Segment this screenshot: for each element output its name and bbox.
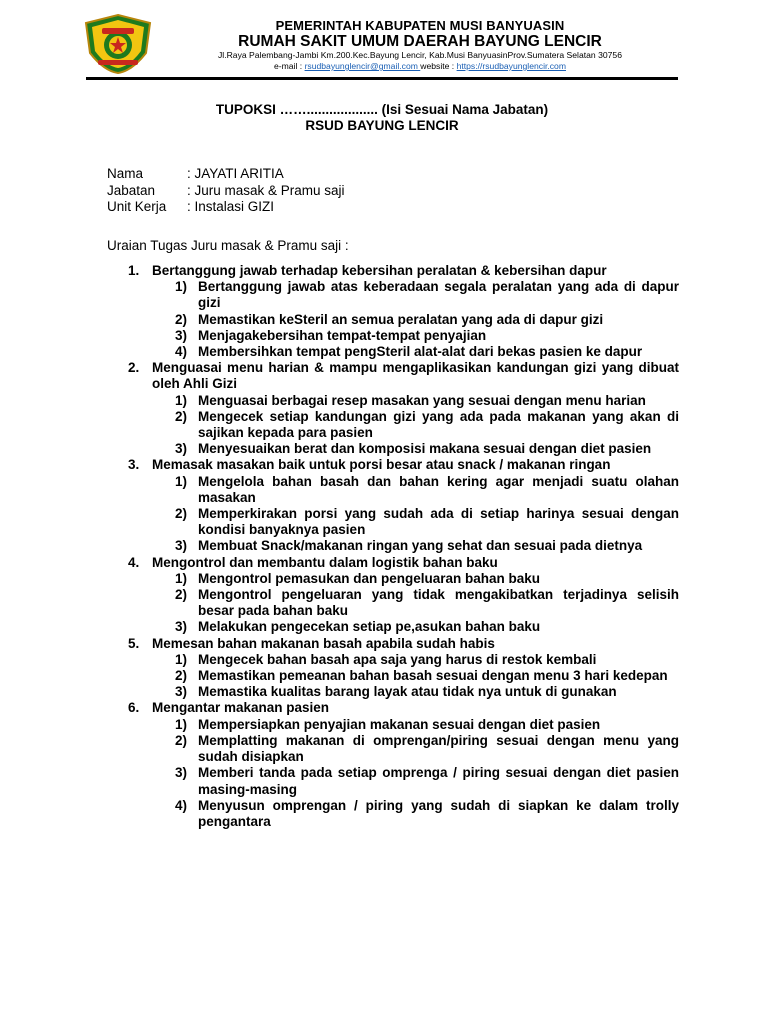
subtask-text: Bertanggung jawab atas keberadaan segala peralatan yang ada di dapur gizi (198, 279, 679, 311)
info-label: Unit Kerja (107, 199, 167, 214)
email-label: e-mail : (274, 61, 305, 71)
subtask-number: 2) (175, 408, 188, 424)
info-row-position (107, 183, 345, 200)
subtask-item (128, 441, 679, 457)
subtask-number: 3) (175, 538, 188, 554)
task-text: Bertanggung jawab terhadap kebersihan peralatan & kebersihan dapur (152, 263, 607, 278)
subtask-number: 4) (175, 797, 188, 813)
info-label: Nama (107, 166, 144, 181)
subtask-text: Mengontrol pemasukan dan pengeluaran bahan baku (198, 570, 541, 586)
subtask-text: Membersihkan tempat pengSteril alat-alat dari bekas pasien ke dapur (198, 344, 643, 360)
subtask-number: 2) (175, 732, 188, 748)
subtask-number: 2) (175, 587, 188, 603)
subtask-item (128, 717, 679, 733)
header-divider (86, 77, 678, 80)
subtask-text: Mengelola bahan basah dan bahan kering agar menjadi suatu olahan masakan (198, 473, 679, 505)
subtask-number: 1) (175, 716, 188, 732)
subtask-item (128, 312, 679, 328)
task-number: 6. (128, 700, 140, 716)
subtask-number: 3) (175, 327, 188, 343)
subtask-item (128, 733, 679, 765)
task-item (128, 360, 679, 392)
task-item (128, 263, 679, 279)
subtask-number: 3) (175, 441, 188, 457)
subtask-text: Mengecek bahan basah apa saja yang harus di restok kembali (198, 651, 597, 667)
government-name: PEMERINTAH KABUPATEN MUSI BANYUASIN (275, 18, 565, 33)
subtask-item (128, 619, 679, 635)
subtask-number: 1) (175, 279, 188, 295)
task-intro: Uraian Tugas Juru masak & Pramu saji : (107, 238, 349, 253)
subtask-text: Mengecek setiap kandungan gizi yang ada pada makanan yang akan di sajikan kepada para pasien (198, 408, 679, 441)
task-item (128, 457, 679, 473)
info-label: Jabatan (107, 182, 156, 198)
website-link[interactable]: https://rsudbayunglencir.com (456, 61, 566, 71)
subtask-text: Mempersiapkan penyajian makanan sesuai dengan diet pasien (198, 716, 601, 732)
subtask-text: Menjagakebersihan tempat-tempat penyajian (198, 327, 487, 343)
subtask-item (128, 571, 679, 587)
contact-line (150, 61, 690, 72)
task-text: Memesan bahan makanan basah apabila sudah habis (152, 635, 495, 651)
subtask-text: Memplatting makanan di omprengan/piring sesuai dengan menu yang sudah disiapkan (198, 732, 679, 765)
website-label: website : (420, 61, 457, 71)
subtask-item (128, 328, 679, 344)
subtask-text: Melakukan pengecekan setiap pe,asukan bahan baku (198, 619, 541, 635)
info-value: : Juru masak & Pramu saji (187, 182, 345, 198)
subtask-item (128, 344, 679, 360)
subtask-text: Memastika kualitas barang layak atau tidak nya untuk di gunakan (198, 684, 617, 700)
subtask-item (128, 587, 679, 619)
hospital-logo (82, 13, 154, 75)
subtask-item (128, 409, 679, 441)
info-value: : Instalasi GIZI (187, 199, 275, 214)
subtask-text: Menguasai berbagai resep masakan yang sesuai dengan menu harian (198, 392, 646, 408)
subtask-text: Memastikan pemeanan bahan basah sesuai dengan menu 3 hari kedepan (198, 668, 668, 684)
subtask-item (128, 279, 679, 311)
subtask-number: 1) (175, 651, 188, 667)
task-item (128, 700, 679, 716)
task-text: Mengantar makanan pasien (152, 700, 330, 716)
task-text: Memasak masakan baik untuk porsi besar atau snack / makanan ringan (152, 457, 611, 473)
hospital-name: RUMAH SAKIT UMUM DAERAH BAYUNG LENCIR (238, 33, 602, 50)
subtask-text: Menyesuaikan berat dan komposisi makana sesuai dengan diet pasien (198, 441, 652, 457)
subtask-number: 2) (175, 668, 188, 684)
task-item (128, 636, 679, 652)
email-link[interactable]: rsudbayunglencir@gmail.com (304, 61, 421, 71)
task-item (128, 555, 679, 571)
task-number: 3. (128, 457, 140, 473)
task-text: Menguasai menu harian & mampu mengaplikasikan kandungan gizi yang dibuat oleh Ahli Gizi (152, 360, 679, 392)
subtask-text: Memperkirakan porsi yang sudah ada di setiap harinya sesuai dengan kondisi banyaknya pasien (198, 506, 679, 538)
subtask-item (128, 652, 679, 668)
info-row-name (107, 166, 345, 183)
subtask-text: Memastikan keSteril an semua peralatan yang ada di dapur gizi (198, 311, 604, 327)
task-number: 1. (128, 263, 140, 278)
document-subtitle: RSUD BAYUNG LENCIR (305, 118, 459, 133)
subtask-text: Membuat Snack/makanan ringan yang sehat dan sesuai pada dietnya (198, 538, 643, 554)
info-value: : JAYATI ARITIA (187, 166, 284, 181)
info-row-unit (107, 199, 345, 216)
subtask-text: Memberi tanda pada setiap omprenga / piring sesuai dengan diet pasien masing-masing (198, 765, 679, 797)
subtask-item (128, 474, 679, 506)
subtask-item (128, 538, 679, 554)
document-title: TUPOKSI ……................... (Isi Sesuai Nama Jabatan) (215, 102, 549, 117)
subtask-number: 2) (175, 311, 188, 327)
task-number: 5. (128, 635, 140, 651)
task-number: 4. (128, 554, 140, 570)
subtask-number: 2) (175, 506, 188, 522)
letterhead (150, 18, 690, 72)
subtask-number: 4) (175, 344, 188, 360)
subtask-number: 3) (175, 619, 188, 635)
subtask-item (128, 765, 679, 797)
task-text: Mengontrol dan membantu dalam logistik bahan baku (152, 554, 498, 570)
subtask-number: 1) (175, 392, 188, 408)
hospital-address: Jl.Raya Palembang-Jambi Km.200.Kec.Bayung Lencir, Kab.Musi BanyuasinProv.Sumatera Selatan 30756 (218, 50, 622, 60)
subtask-item (128, 798, 679, 830)
subtask-number: 1) (175, 570, 188, 586)
subtask-item (128, 668, 679, 684)
employee-info (107, 166, 345, 216)
subtask-item (128, 684, 679, 700)
subtask-number: 3) (175, 765, 188, 781)
subtask-item (128, 393, 679, 409)
subtask-number: 3) (175, 684, 188, 700)
task-list (128, 263, 679, 830)
subtask-number: 1) (175, 473, 188, 489)
subtask-text: Menyusun omprengan / piring yang sudah di siapkan ke dalam trolly pengantara (198, 797, 679, 829)
subtask-item (128, 506, 679, 538)
subtask-text: Mengontrol pengeluaran yang tidak mengakibatkan terjadinya selisih besar pada bahan baku (198, 587, 679, 619)
task-number: 2. (128, 360, 140, 376)
